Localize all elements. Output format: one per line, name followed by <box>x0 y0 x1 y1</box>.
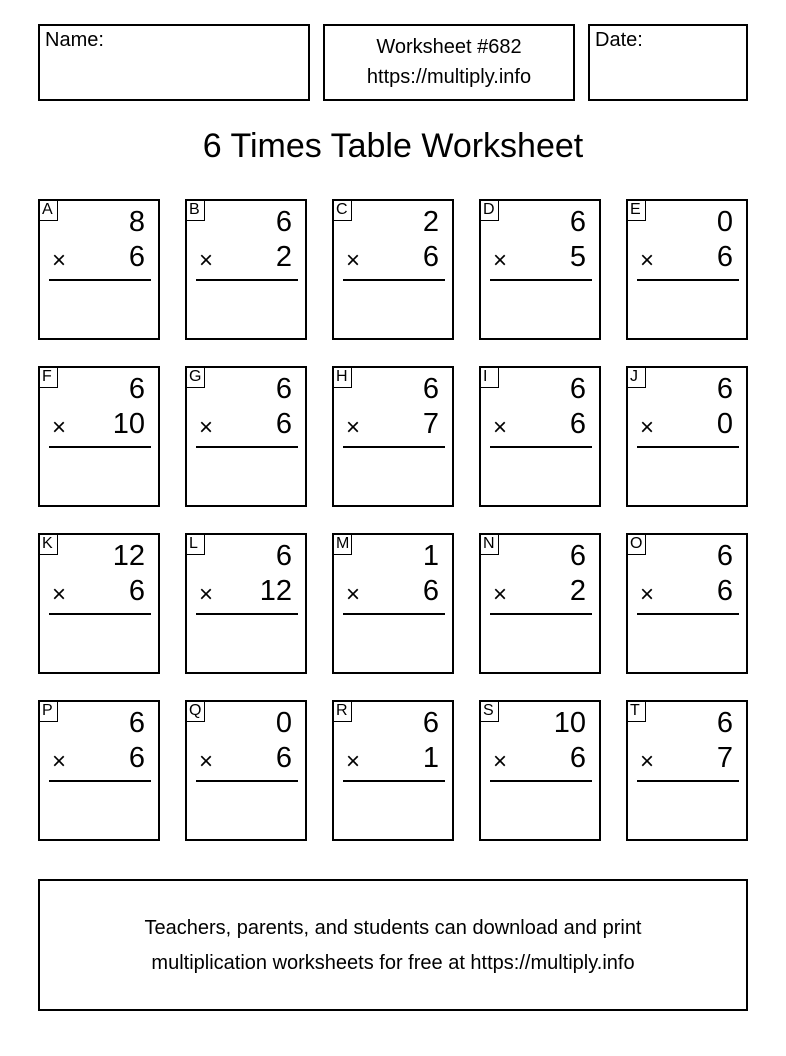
problem-letter: B <box>185 199 205 221</box>
problem-letter: Q <box>185 700 205 722</box>
top-number: 6 <box>716 707 733 739</box>
answer-line <box>637 613 739 615</box>
problem-card[interactable] <box>38 533 160 674</box>
bottom-number: 5 <box>569 241 586 273</box>
multiply-sign: × <box>493 581 508 608</box>
top-number: 10 <box>553 707 586 739</box>
answer-line <box>343 446 445 448</box>
problem-card[interactable] <box>185 533 307 674</box>
problem-letter: C <box>332 199 352 221</box>
website-link[interactable]: https://multiply.info <box>366 66 532 88</box>
problem-letter: D <box>479 199 499 221</box>
multiply-sign: × <box>640 414 655 441</box>
problem-letter: O <box>626 533 646 555</box>
problem-letter: T <box>626 700 646 722</box>
answer-line <box>343 780 445 782</box>
problem-card[interactable] <box>626 199 748 340</box>
problem-letter: S <box>479 700 499 722</box>
answer-line <box>637 446 739 448</box>
problem-letter: M <box>332 533 352 555</box>
top-number: 6 <box>128 373 145 405</box>
problem-card[interactable] <box>479 700 601 841</box>
bottom-number: 7 <box>716 742 733 774</box>
top-number: 6 <box>128 707 145 739</box>
problem-card[interactable] <box>38 700 160 841</box>
worksheet-number: Worksheet #682 <box>376 36 522 58</box>
multiply-sign: × <box>640 581 655 608</box>
problem-letter: F <box>38 366 58 388</box>
problem-card[interactable] <box>332 533 454 674</box>
problem-card[interactable] <box>185 700 307 841</box>
problem-letter: J <box>626 366 646 388</box>
bottom-number: 10 <box>112 408 145 440</box>
answer-line <box>343 613 445 615</box>
name-label: Name: <box>45 29 104 51</box>
multiply-sign: × <box>640 748 655 775</box>
problem-card[interactable] <box>332 199 454 340</box>
multiply-sign: × <box>493 748 508 775</box>
footer-line-2: multiplication worksheets for free at https://multiply.info <box>151 952 635 974</box>
answer-line <box>490 446 592 448</box>
top-number: 6 <box>716 373 733 405</box>
top-number: 0 <box>716 206 733 238</box>
multiply-sign: × <box>52 414 67 441</box>
multiply-sign: × <box>346 414 361 441</box>
problem-card[interactable] <box>332 366 454 507</box>
footer-box <box>38 879 748 1011</box>
problem-letter: N <box>479 533 499 555</box>
bottom-number: 6 <box>128 241 145 273</box>
multiply-sign: × <box>52 748 67 775</box>
date-label: Date: <box>595 29 643 51</box>
problem-letter: E <box>626 199 646 221</box>
problem-card[interactable] <box>185 199 307 340</box>
problem-letter: A <box>38 199 58 221</box>
bottom-number: 6 <box>275 742 292 774</box>
top-number: 6 <box>569 206 586 238</box>
problem-card[interactable] <box>479 366 601 507</box>
bottom-number: 6 <box>716 575 733 607</box>
answer-line <box>490 613 592 615</box>
top-number: 6 <box>422 707 439 739</box>
problem-letter: I <box>479 366 499 388</box>
problem-card[interactable] <box>38 366 160 507</box>
problem-card[interactable] <box>479 199 601 340</box>
footer-line-1: Teachers, parents, and students can download and print <box>144 917 642 939</box>
problem-card[interactable] <box>332 700 454 841</box>
bottom-number: 6 <box>716 241 733 273</box>
top-number: 6 <box>275 206 292 238</box>
problem-card[interactable] <box>185 366 307 507</box>
bottom-number: 6 <box>128 742 145 774</box>
problem-card[interactable] <box>626 700 748 841</box>
answer-line <box>49 279 151 281</box>
bottom-number: 0 <box>716 408 733 440</box>
answer-line <box>343 279 445 281</box>
answer-line <box>196 780 298 782</box>
problem-card[interactable] <box>479 533 601 674</box>
bottom-number: 6 <box>422 241 439 273</box>
answer-line <box>490 279 592 281</box>
bottom-number: 12 <box>259 575 292 607</box>
multiply-sign: × <box>199 581 214 608</box>
answer-line <box>49 613 151 615</box>
answer-line <box>196 279 298 281</box>
top-number: 6 <box>716 540 733 572</box>
answer-line <box>637 279 739 281</box>
problem-letter: L <box>185 533 205 555</box>
multiply-sign: × <box>199 247 214 274</box>
bottom-number: 6 <box>569 742 586 774</box>
top-number: 6 <box>275 540 292 572</box>
answer-line <box>49 780 151 782</box>
problem-letter: G <box>185 366 205 388</box>
top-number: 6 <box>569 540 586 572</box>
answer-line <box>637 780 739 782</box>
page-title: 6 Times Table Worksheet <box>202 127 584 165</box>
top-number: 12 <box>112 540 145 572</box>
problem-letter: P <box>38 700 58 722</box>
multiply-sign: × <box>52 247 67 274</box>
bottom-number: 6 <box>569 408 586 440</box>
top-number: 6 <box>422 373 439 405</box>
multiply-sign: × <box>346 247 361 274</box>
bottom-number: 6 <box>422 575 439 607</box>
bottom-number: 6 <box>275 408 292 440</box>
problem-letter: R <box>332 700 352 722</box>
answer-line <box>490 780 592 782</box>
multiply-sign: × <box>199 414 214 441</box>
top-number: 1 <box>422 540 439 572</box>
answer-line <box>196 446 298 448</box>
problem-card[interactable] <box>626 366 748 507</box>
top-number: 8 <box>128 206 145 238</box>
multiply-sign: × <box>640 247 655 274</box>
multiply-sign: × <box>346 581 361 608</box>
top-number: 6 <box>275 373 292 405</box>
problem-letter: H <box>332 366 352 388</box>
multiply-sign: × <box>346 748 361 775</box>
bottom-number: 2 <box>275 241 292 273</box>
problem-card[interactable] <box>626 533 748 674</box>
problem-letter: K <box>38 533 58 555</box>
answer-line <box>196 613 298 615</box>
bottom-number: 2 <box>569 575 586 607</box>
multiply-sign: × <box>493 247 508 274</box>
multiply-sign: × <box>199 748 214 775</box>
bottom-number: 6 <box>128 575 145 607</box>
top-number: 2 <box>422 206 439 238</box>
top-number: 0 <box>275 707 292 739</box>
multiply-sign: × <box>493 414 508 441</box>
problem-card[interactable] <box>38 199 160 340</box>
top-number: 6 <box>569 373 586 405</box>
answer-line <box>49 446 151 448</box>
multiply-sign: × <box>52 581 67 608</box>
bottom-number: 1 <box>422 742 439 774</box>
bottom-number: 7 <box>422 408 439 440</box>
